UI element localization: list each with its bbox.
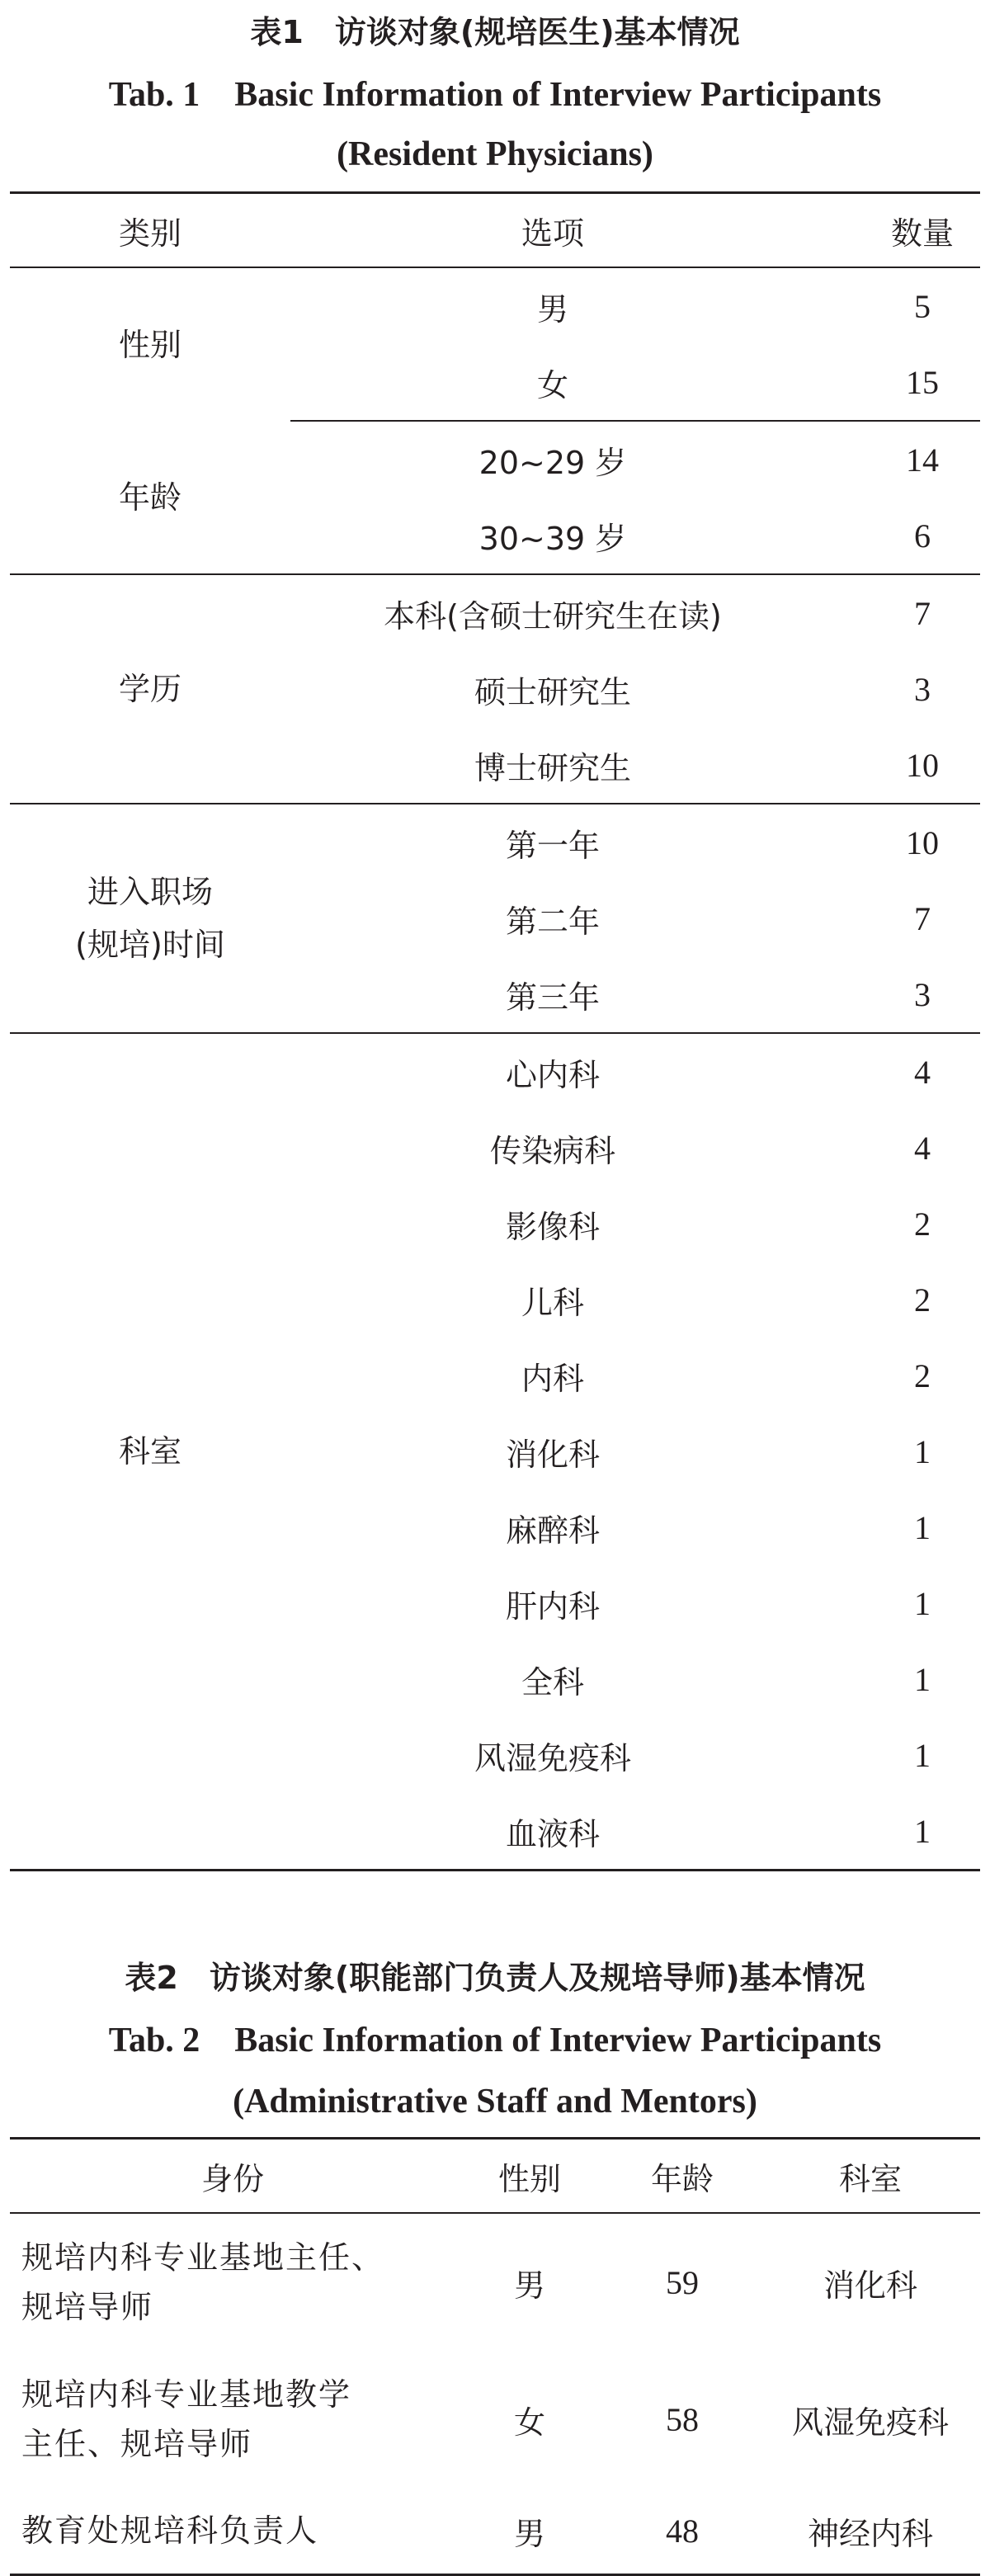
- table2-caption-en-sub: (Administrative Staff and Mentors): [233, 2083, 757, 2121]
- category-career-time-line1: 进入职场: [87, 874, 213, 910]
- gender-cell: 男: [513, 2267, 545, 2304]
- option-cell: 全科: [521, 1663, 584, 1701]
- count-cell: 1: [815, 1793, 980, 1871]
- header-identity: 身份: [10, 2139, 455, 2214]
- table2-caption-en: Tab. 2 Basic Information of Interview Participants: [108, 2022, 882, 2059]
- department-cell: 神经内科: [761, 2488, 980, 2575]
- table-row: [10, 804, 980, 880]
- count-cell: 1: [914, 1584, 931, 1622]
- gender-cell: 女: [513, 2404, 545, 2441]
- header-department: 科室: [761, 2139, 980, 2214]
- option-cell: 内科: [521, 1360, 584, 1397]
- count-cell: 15: [815, 344, 980, 421]
- table-row: [10, 1033, 980, 1110]
- identity-line2: 主任、规培导师: [21, 2426, 253, 2462]
- option-cell: 硕士研究生: [474, 673, 631, 710]
- count-cell: 2: [914, 1205, 931, 1243]
- option-cell: 本科(含硕士研究生在读): [384, 597, 722, 635]
- option-cell: 第二年: [505, 903, 600, 940]
- category-career-time: [10, 804, 290, 1033]
- department-cell: 风湿免疫科: [791, 2404, 949, 2441]
- table-row: [10, 2213, 980, 2351]
- count-cell: 7: [914, 899, 931, 937]
- count-cell: 4: [914, 1053, 931, 1091]
- table1-caption-cn: 表1 访谈对象(规培医生)基本情况: [250, 14, 740, 50]
- table1: [10, 191, 980, 1871]
- identity-line2: 规培导师: [21, 2289, 154, 2325]
- table-row: [10, 2351, 980, 2488]
- header-age: 年龄: [604, 2139, 761, 2214]
- count-cell: 1: [914, 1508, 931, 1546]
- option-cell: 血液科: [290, 1793, 815, 1871]
- category-gender: 性别: [118, 326, 182, 363]
- option-cell: 影像科: [505, 1208, 600, 1245]
- category-age: 年龄: [10, 421, 290, 574]
- option-cell: 20~29 岁: [478, 444, 627, 481]
- option-cell: 麻醉科: [505, 1512, 600, 1549]
- header-count: 数量: [815, 193, 980, 268]
- identity-cell: 教育处规培科负责人: [10, 2488, 455, 2575]
- table2: [10, 2137, 980, 2576]
- count-cell: 3: [815, 956, 980, 1033]
- age-cell: 58: [666, 2400, 699, 2438]
- count-cell: 10: [815, 727, 980, 804]
- count-cell: 1: [914, 1432, 931, 1470]
- table-row: [10, 267, 980, 344]
- table2-caption-cn: 表2 访谈对象(职能部门负责人及规培导师)基本情况: [125, 1960, 865, 1996]
- count-cell: 4: [914, 1129, 931, 1167]
- category-career-time-line2: (规培)时间: [75, 927, 225, 963]
- table-row: [10, 2488, 980, 2575]
- option-cell: 第三年: [290, 956, 815, 1033]
- option-cell: 博士研究生: [290, 727, 815, 804]
- table1-header-row: [10, 193, 980, 268]
- option-cell: 男: [536, 290, 568, 328]
- count-cell: 1: [914, 1660, 931, 1698]
- table-row: [10, 574, 980, 651]
- count-cell: 10: [906, 823, 939, 861]
- identity-cell: [10, 2351, 455, 2488]
- table-row: [10, 421, 980, 498]
- option-cell: 风湿免疫科: [474, 1739, 631, 1776]
- option-cell: 第一年: [505, 827, 600, 864]
- header-gender: 性别: [455, 2139, 604, 2214]
- count-cell: 1: [914, 1736, 931, 1774]
- header-option: 选项: [290, 193, 815, 268]
- table1-caption-en: Tab. 1 Basic Information of Interview Participants: [108, 76, 882, 114]
- category-education: 学历: [10, 574, 290, 804]
- option-cell: 肝内科: [505, 1588, 600, 1625]
- age-cell: 48: [604, 2488, 761, 2575]
- option-cell: 传染病科: [489, 1132, 615, 1169]
- count-cell: 5: [914, 287, 931, 325]
- option-cell: 儿科: [521, 1284, 584, 1321]
- count-cell: 3: [914, 670, 931, 708]
- option-cell: 心内科: [505, 1056, 600, 1093]
- option-cell: 30~39 岁: [290, 498, 815, 574]
- age-cell: 59: [666, 2263, 699, 2301]
- count-cell: 6: [815, 498, 980, 574]
- count-cell: 2: [914, 1281, 931, 1319]
- identity-line1: 规培内科专业基地主任、: [21, 2239, 385, 2276]
- count-cell: 7: [914, 594, 931, 632]
- option-cell: 消化科: [505, 1436, 600, 1473]
- count-cell: 14: [906, 441, 939, 479]
- department-cell: 消化科: [823, 2267, 917, 2304]
- option-cell: 女: [290, 344, 815, 421]
- identity-line1: 规培内科专业基地教学: [21, 2376, 352, 2413]
- gender-cell: 男: [455, 2488, 604, 2575]
- count-cell: 2: [914, 1356, 931, 1394]
- category-department: 科室: [10, 1033, 290, 1871]
- table1-caption-en-sub: (Resident Physicians): [337, 135, 653, 173]
- table2-header-row: [10, 2139, 980, 2214]
- header-category: 类别: [10, 193, 290, 268]
- identity-cell: [10, 2213, 455, 2351]
